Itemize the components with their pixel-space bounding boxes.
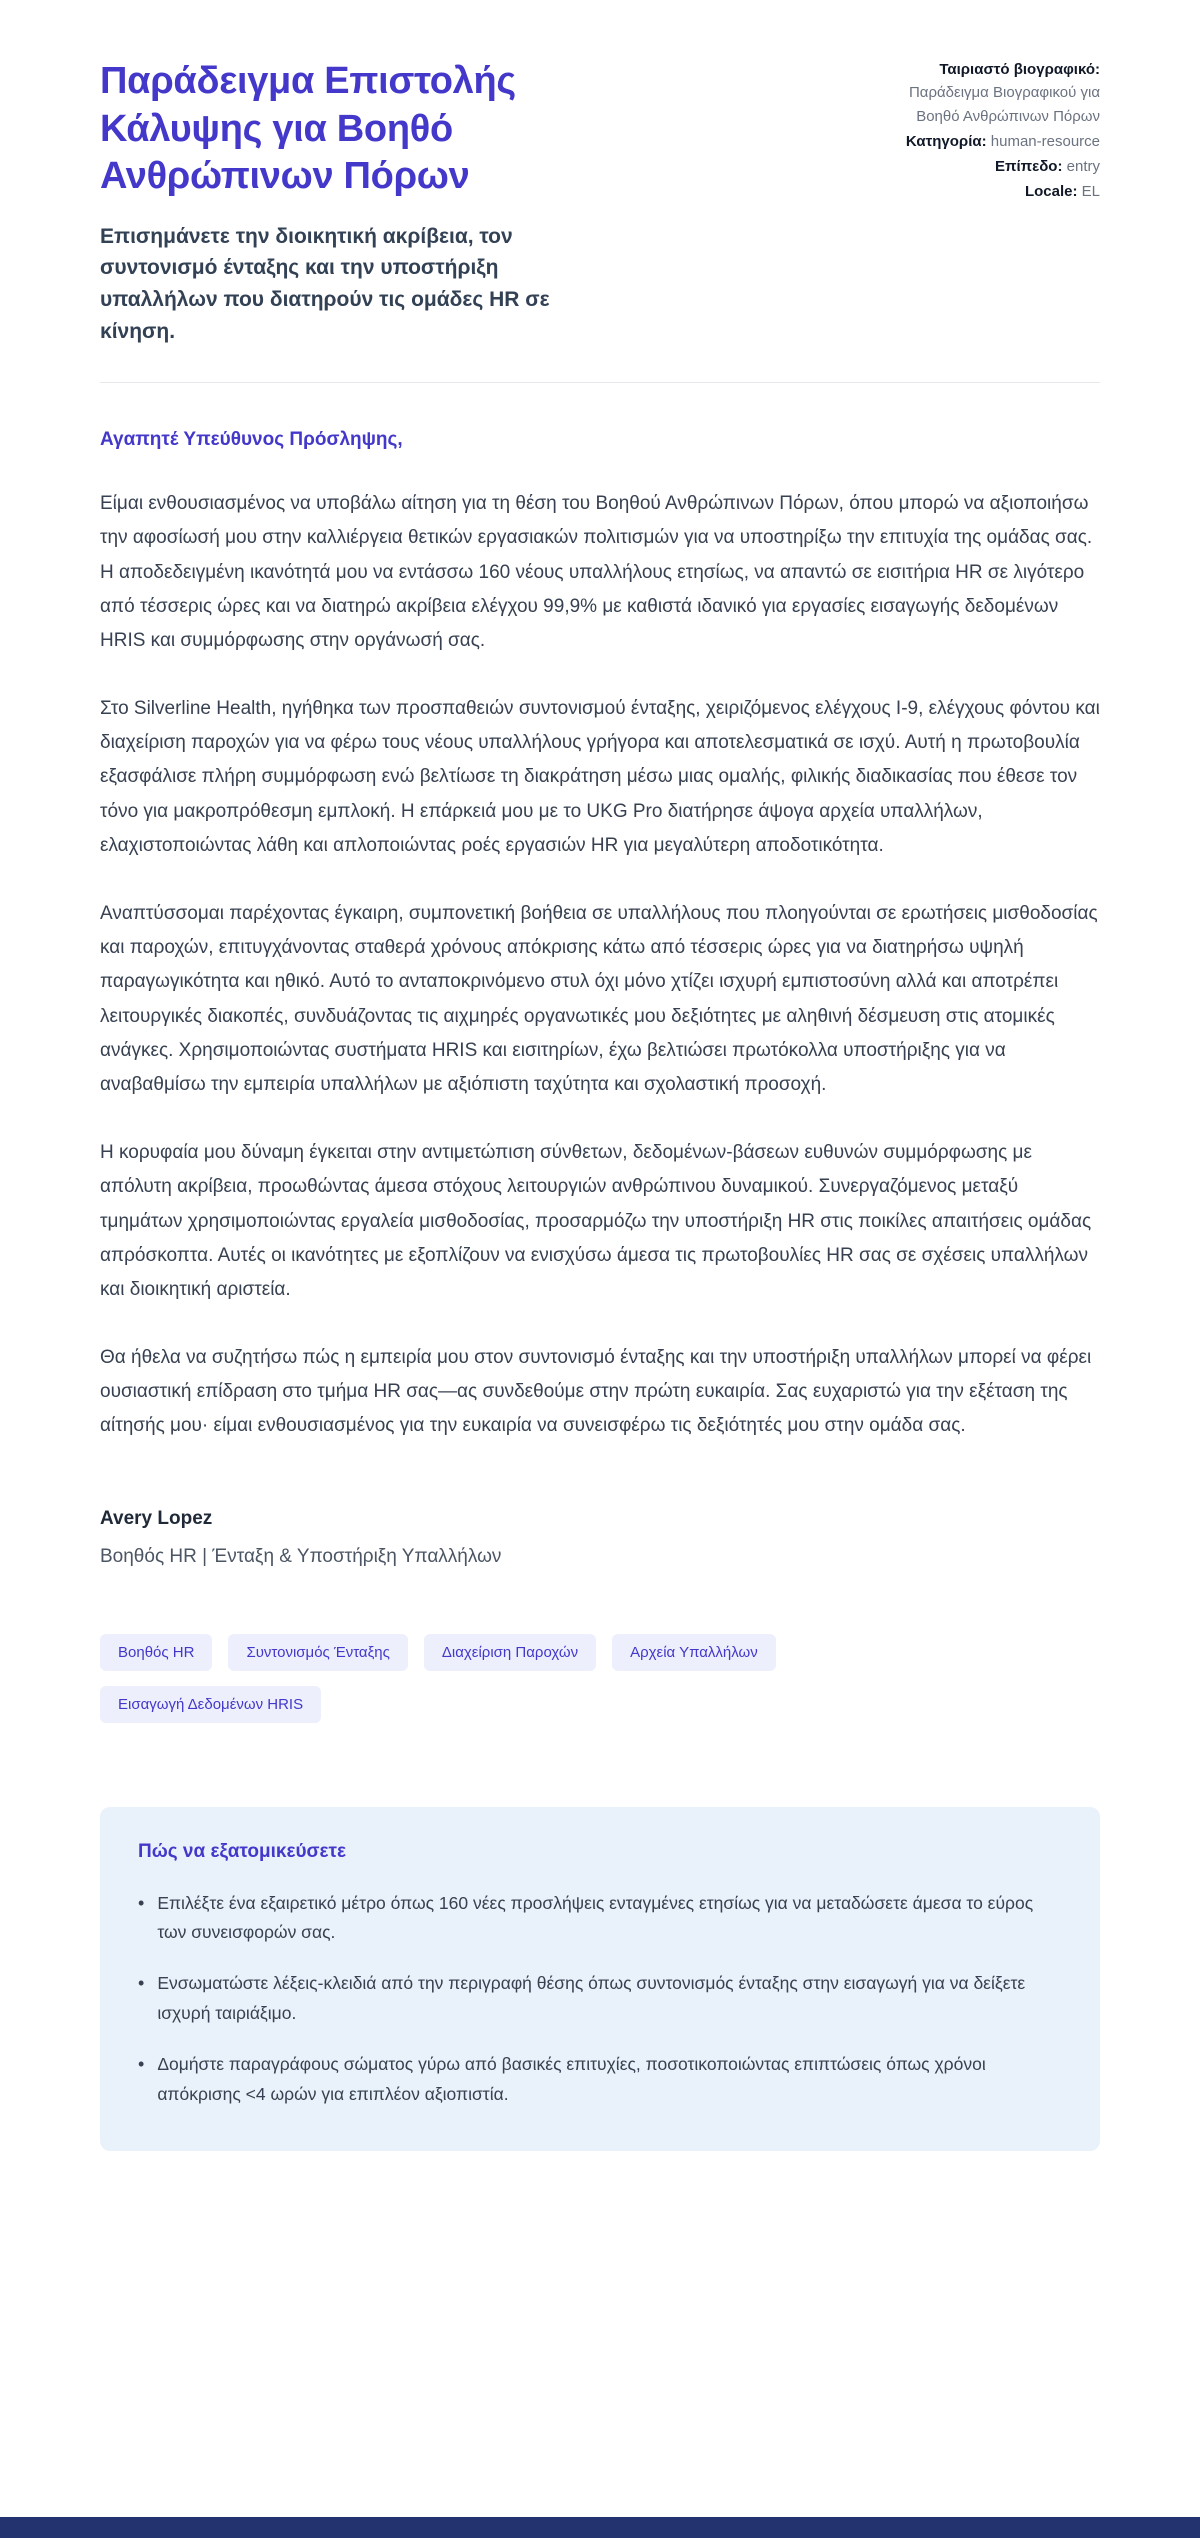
category-label: Κατηγορία:	[905, 132, 987, 150]
signature-title: Βοηθός HR | Ένταξη & Υποστήριξη Υπαλλήλων	[100, 1545, 502, 1567]
letter-paragraph: Είμαι ενθουσιασμένος να υποβάλω αίτηση για τη θέση του Βοηθού Ανθρώπινων Πόρων, όπου μπορώ να αξιοποιήσω την αφοσίωσή μου στην καλλιέργεια θετικών εργασιακών πολιτισμών για να υποστηρίξω την επιτυχία της ομάδας σας. Η αποδεδειγμένη ικανότητά μου να εντάσσω 160 νέους υπαλλήλους ετησίως, να απαντώ σε εισιτήρια HR σε λιγότερο από τέσσερις ώρες και να διατηρώ ακρίβεια ελέγχου 99,9% με καθιστά ιδανικό για εργασίες εισαγωγής δεδομένων HRIS και συμμόρφωσης στην οργάνωσή σας.	[100, 493, 1093, 651]
level-label: Επίπεδο:	[994, 158, 1063, 175]
tip-text: Επιλέξτε ένα εξαιρετικό μέτρο όπως 160 νέες προσλήψεις ενταγμένες ετησίως για να μεταδώσετε άμεσα το εύρος των συνεισφορών σας.	[157, 1892, 1034, 1943]
bullet-icon: •	[138, 1973, 145, 1994]
tag-chip[interactable]: Βοηθός HR	[100, 1634, 212, 1671]
tips-list	[138, 1889, 1062, 2109]
matching-resume-label: Ταιριαστό βιογραφικό:	[939, 61, 1100, 78]
header	[100, 58, 1100, 383]
letter-greeting: Αγαπητέ Υπεύθυνος Πρόσληψης,	[100, 429, 403, 451]
page-root	[100, 0, 1100, 2151]
tip-item	[138, 1969, 1062, 2028]
tag-chip[interactable]: Αρχεία Υπαλλήλων	[612, 1634, 776, 1671]
letter-paragraph: Η κορυφαία μου δύναμη έγκειται στην αντιμετώπιση σύνθετων, δεδομένων-βάσεων ευθυνών συμμόρφωσης με απόλυτη ακρίβεια, προωθώντας άμεσα στόχους λειτουργιών ανθρώπινου δυναμικού. Συνεργαζόμενος μεταξύ τμημάτων χρησιμοποιώντας εργαλεία μισθοδοσίας, προσαρμόζω την υποστήριξη HR στις ποικίλες απαιτήσεις ομάδας απρόσκοπτα. Αυτές οι ικανότητες με εξοπλίζουν να ενισχύσω άμεσα τις πρωτοβουλίες HR σας σε σχέσεις υπαλλήλων και διοικητική αριστεία.	[100, 1142, 1092, 1300]
bullet-icon: •	[138, 1892, 145, 1913]
tip-text: Δομήστε παραγράφους σώματος γύρω από βασικές επιτυχίες, ποσοτικοποιώντας επιπτώσεις όπως χρόνοι απόκρισης <4 ωρών για επιπλέον αξιοπιστία.	[157, 2054, 986, 2104]
tips-heading: Πώς να εξατομικεύσετε	[138, 1840, 347, 1862]
tag-chip[interactable]: Εισαγωγή Δεδομένων HRIS	[100, 1686, 321, 1723]
tips-box	[100, 1807, 1100, 2151]
tag-list	[100, 1634, 940, 1723]
locale-row	[905, 180, 1100, 203]
bullet-icon: •	[138, 2054, 145, 2075]
level-value: entry	[1066, 158, 1100, 175]
level-row	[905, 155, 1100, 178]
tip-item	[138, 2050, 1062, 2109]
signature-name: Avery Lopez	[100, 1507, 213, 1529]
category-row	[905, 130, 1100, 153]
letter-paragraph: Θα ήθελα να συζητήσω πώς η εμπειρία μου στον συντονισμό ένταξης και την υποστήριξη υπαλλήλων μπορεί να φέρει ουσιαστική επίδραση στο τμήμα HR σας—ας συνδεθούμε στην πρώτη ευκαιρία. Σας ευχαριστώ για την εξέταση της αίτησής μου· είμαι ενθουσιασμένος για την ευκαιρία να συνεισφέρω τις δεξιότητές μου στην ομάδα σας.	[100, 1347, 1092, 1437]
tip-text: Ενσωματώστε λέξεις-κλειδιά από την περιγραφή θέσης όπως συντονισμός ένταξης στην εισαγωγή για να δείξετε ισχυρή ταιριάξιμο.	[157, 1973, 1026, 2023]
tag-chip[interactable]: Συντονισμός Ένταξης	[228, 1634, 407, 1671]
tip-item	[138, 1889, 1062, 1948]
locale-label: Locale:	[1024, 183, 1078, 201]
page-subtitle: Επισημάνετε την διοικητική ακρίβεια, τον συντονισμό ένταξης και την υποστήριξη υπαλλήλων που διατηρούν τις ομάδες HR σε κίνηση.	[100, 224, 550, 344]
letter-body	[100, 429, 1100, 1568]
header-left	[100, 58, 670, 348]
tag-chip[interactable]: Διαχείριση Παροχών	[424, 1634, 596, 1671]
page-title: Παράδειγμα Επιστολής Κάλυψης για Βοηθό Ανθρώπινων Πόρων	[100, 60, 516, 197]
locale-value: EL	[1081, 183, 1100, 201]
letter-paragraph: Αναπτύσσομαι παρέχοντας έγκαιρη, συμπονετική βοήθεια σε υπαλλήλους που πλοηγούνται σε ερωτήσεις μισθοδοσίας και παροχών, επιτυγχάνοντας σταθερά χρόνους απόκρισης κάτω από τέσσερις ώρες για να διατηρήσω υψηλή παραγωγικότητα και ηθικό. Αυτό το ανταποκρινόμενο στυλ όχι μόνο χτίζει ισχυρή εμπιστοσύνη αλλά και αποτρέπει λειτουργικές διακοπές, συνδυάζοντας τις αιχμηρές οργανωτικές μου δεξιότητες με αληθινή δέσμευση στις ατομικές ανάγκες. Χρησιμοποιώντας συστήματα HRIS και εισιτηρίων, έχω βελτιώσει πρωτόκολλα υποστήριξης για να αναβαθμίσω την εμπειρία υπαλλήλων με αξιόπιστη ταχύτητα και σχολαστική προσοχή.	[100, 903, 1098, 1095]
meta-panel	[905, 58, 1100, 348]
footer-bar	[0, 2517, 1200, 2538]
letter-paragraph: Στο Silverline Health, ηγήθηκα των προσπαθειών συντονισμού ένταξης, χειριζόμενος ελέγχους I-9, ελέγχους φόντου και διαχείριση παροχών για να φέρω τους νέους υπαλλήλους γρήγορα και αποτελεσματικά σε ισχύ. Αυτή η πρωτοβουλία εξασφάλισε πλήρη συμμόρφωση ενώ βελτίωσε τη διακράτηση μέσω μιας ομαλής, φιλικής διαδικασίας που έθεσε τον τόνο για μακροπρόθεσμη εμπλοκή. Η επάρκειά μου με το UKG Pro διατήρησε άψογα αρχεία υπαλλήλων, ελαχιστοποιώντας λάθη και απλοποιώντας ροές εργασιών HR για μεγαλύτερη αποδοτικότητα.	[100, 698, 1100, 856]
matching-resume-link[interactable]: Παράδειγμα Βιογραφικού για Βοηθό Ανθρώπινων Πόρων	[908, 84, 1100, 125]
category-value: human-resource	[990, 132, 1100, 150]
